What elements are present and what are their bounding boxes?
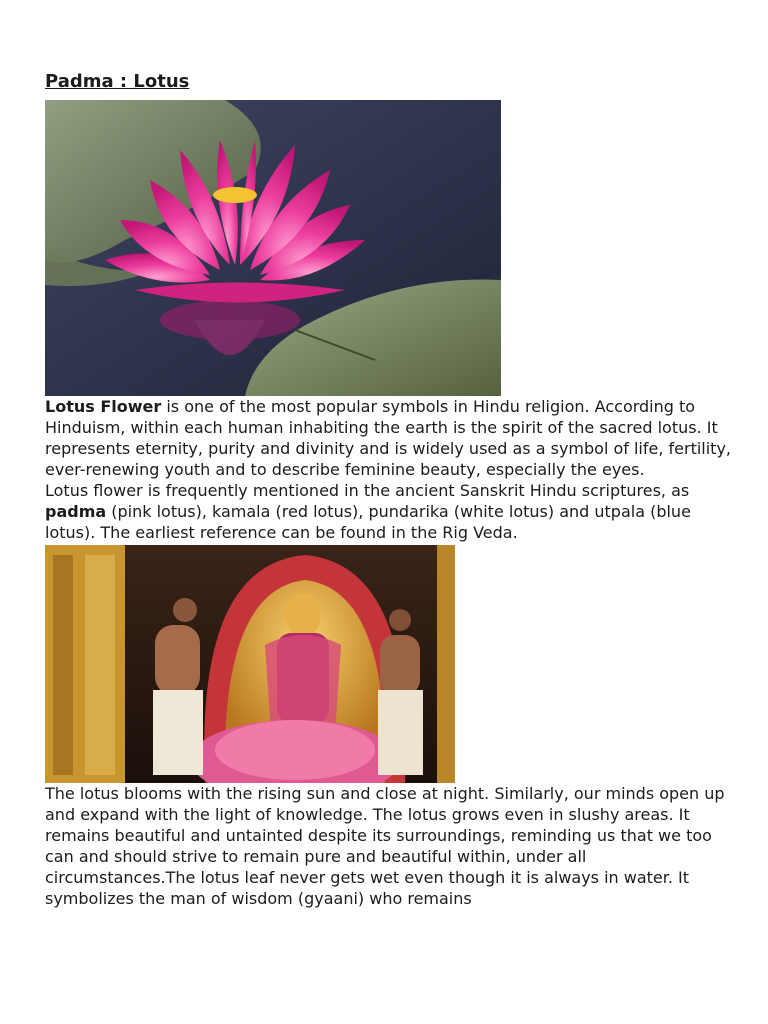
paragraph-sanskrit-rest: (pink lotus), kamala (red lotus), pundarika (white lotus) and utpala (blue lotus). The earliest reference can be found in the Rig Veda.	[45, 502, 691, 542]
paragraph-lotus-flower-text: is one of the most popular symbols in Hindu religion. According to Hinduism, within each human inhabiting the earth is the spirit of the sacred lotus. It represents eternity, purity and divinity and is widely used as a symbol of life, fertility, ever-renewing youth and to describe feminine beauty, especially the eyes.	[45, 397, 732, 479]
temple-photo	[45, 545, 455, 783]
paragraph-sanskrit	[45, 480, 735, 543]
paragraph-lotus-symbolism: The lotus blooms with the rising sun and close at night. Similarly, our minds open up and expand with the light of knowledge. The lotus grows even in slushy areas. It remains beautiful and untainted despite its surroundings, reminding us that we too can and should strive to remain pure and beautiful within, under all circumstances.The lotus leaf never gets wet even though it is always in water. It symbolizes the man of wisdom (gyaani) who remains	[45, 784, 725, 908]
paragraph-sanskrit-start: Lotus flower is frequently mentioned in the ancient Sanskrit Hindu scriptures, as	[45, 481, 690, 500]
paragraph-lotus-flower	[45, 396, 735, 480]
lotus-photo	[45, 100, 501, 396]
bold-padma: padma	[45, 502, 107, 521]
document-page	[45, 70, 735, 909]
page-title: Padma : Lotus	[45, 71, 190, 92]
bold-lotus-flower: Lotus Flower	[45, 397, 162, 416]
